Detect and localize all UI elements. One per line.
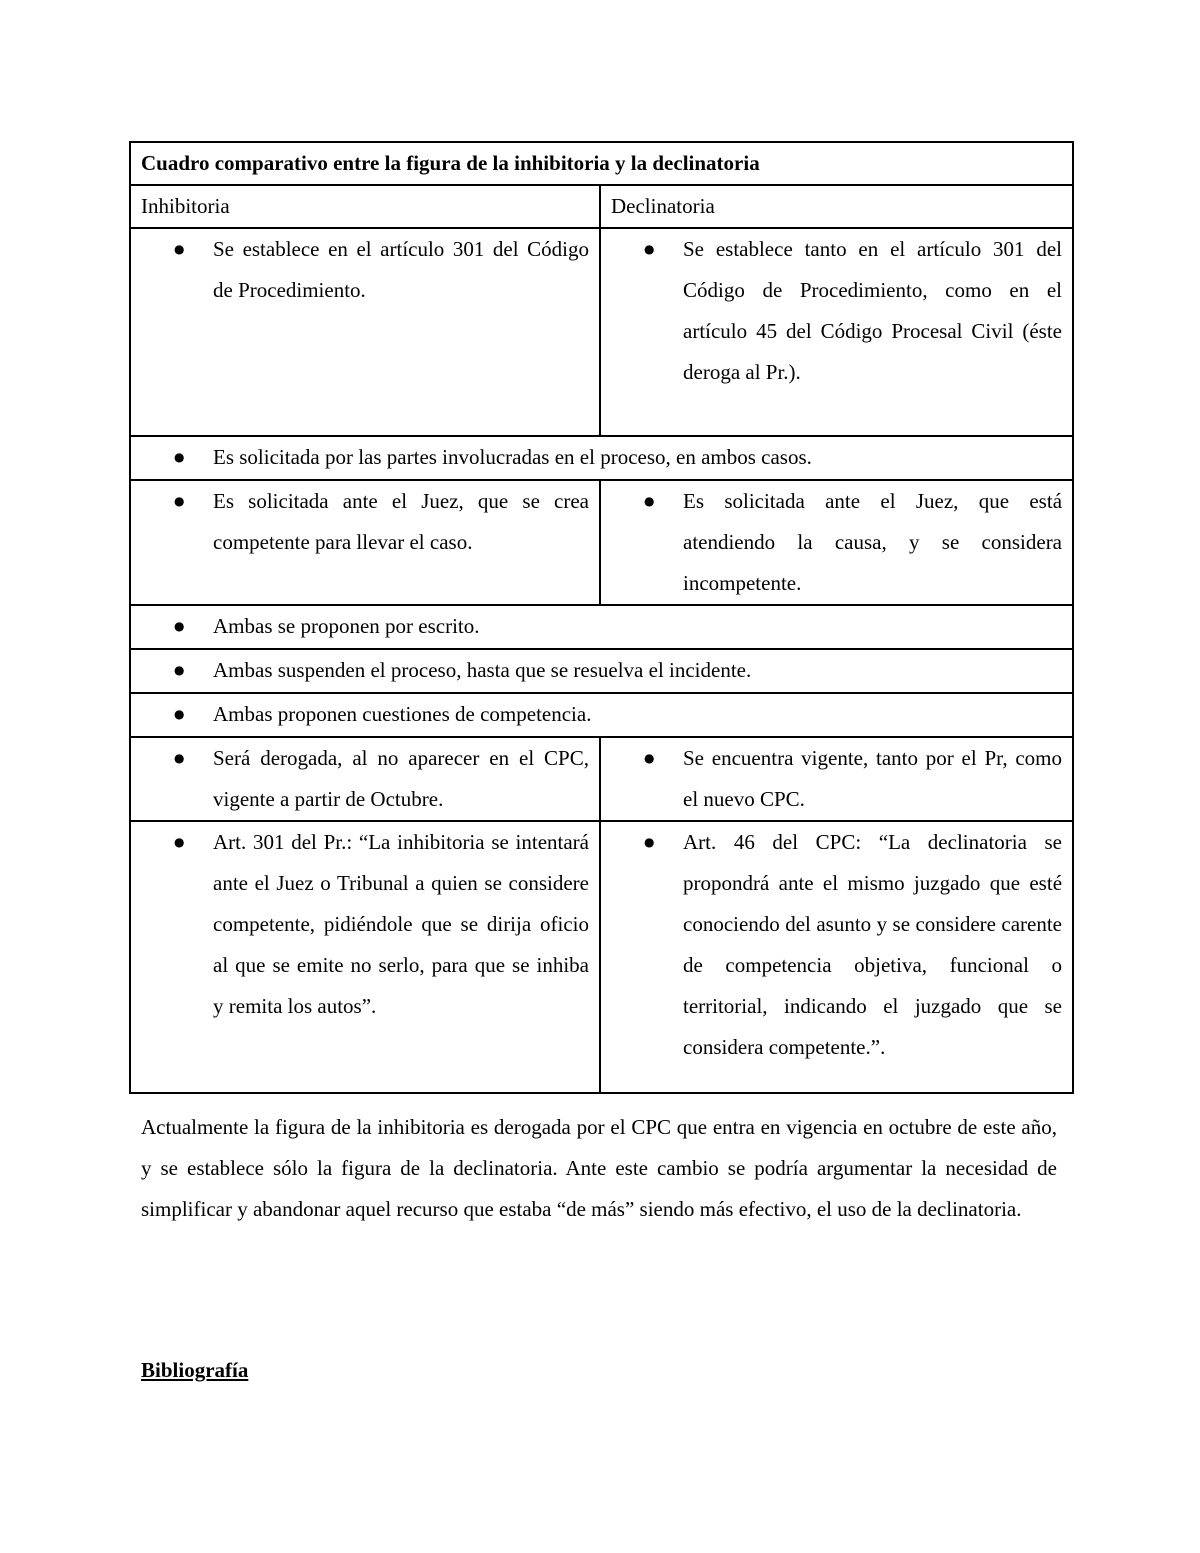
- bibliography-heading: Bibliografía: [141, 1358, 249, 1382]
- body-paragraph: Actualmente la figura de la inhibitoria es derogada por el CPC que entra en vigencia en octubre de este año, y se establece sólo la figura de la declinatoria. Ante este cambio se podría argumentar la necesidad de simplificar y abandonar aquel recurso que estaba “de más” siendo más efectivo, el uso de la declinatoria.: [141, 1115, 1057, 1221]
- comparison-table: [129, 141, 1074, 1094]
- table-title: Cuadro comparativo entre la figura de la inhibitoria y la declinatoria: [130, 142, 1073, 185]
- cell-inhibitoria: ● Se establece en el artículo 301 del Código de Procedimiento.: [141, 229, 589, 311]
- table-row: [130, 228, 1073, 436]
- cell-inhibitoria: ● Art. 301 del Pr.: “La inhibitoria se intentará ante el Juez o Tribunal a quien se considere competente, pidiéndole que se dirija oficio al que se emite no serlo, para que se inhiba y remita los autos”.: [141, 822, 589, 1027]
- cell-declinatoria: ● Se establece tanto en el artículo 301 del Código de Procedimiento, como en el artículo 45 del Código Procesal Civil (éste deroga al Pr.).: [611, 229, 1062, 393]
- header-declinatoria: Declinatoria: [600, 185, 1073, 228]
- table-row: [130, 480, 1073, 605]
- table-row: [130, 436, 1073, 480]
- table-row: [130, 649, 1073, 693]
- cell-inhibitoria: ● Será derogada, al no aparecer en el CPC, vigente a partir de Octubre.: [141, 738, 589, 820]
- table-row: [130, 737, 1073, 821]
- cell-declinatoria: ● Art. 46 del CPC: “La declinatoria se propondrá ante el mismo juzgado que esté conociendo del asunto y se considere carente de competencia objetiva, funcional o territorial, indicando el juzgado que se considera competente.”.: [611, 822, 1062, 1068]
- cell-shared: ● Ambas suspenden el proceso, hasta que se resuelva el incidente.: [141, 650, 1062, 691]
- header-inhibitoria: Inhibitoria: [130, 185, 600, 228]
- cell-shared: ● Ambas proponen cuestiones de competencia.: [141, 694, 1062, 735]
- cell-inhibitoria: ● Es solicitada ante el Juez, que se crea competente para llevar el caso.: [141, 481, 589, 563]
- table-row: [130, 693, 1073, 737]
- cell-declinatoria: ● Se encuentra vigente, tanto por el Pr, como el nuevo CPC.: [611, 738, 1062, 820]
- table-row: [130, 821, 1073, 1093]
- cell-declinatoria: ● Es solicitada ante el Juez, que está atendiendo la causa, y se considera incompetente.: [611, 481, 1062, 604]
- cell-shared: ● Es solicitada por las partes involucradas en el proceso, en ambos casos.: [141, 437, 1062, 478]
- table-row: [130, 605, 1073, 649]
- cell-shared: ● Ambas se proponen por escrito.: [141, 606, 1062, 647]
